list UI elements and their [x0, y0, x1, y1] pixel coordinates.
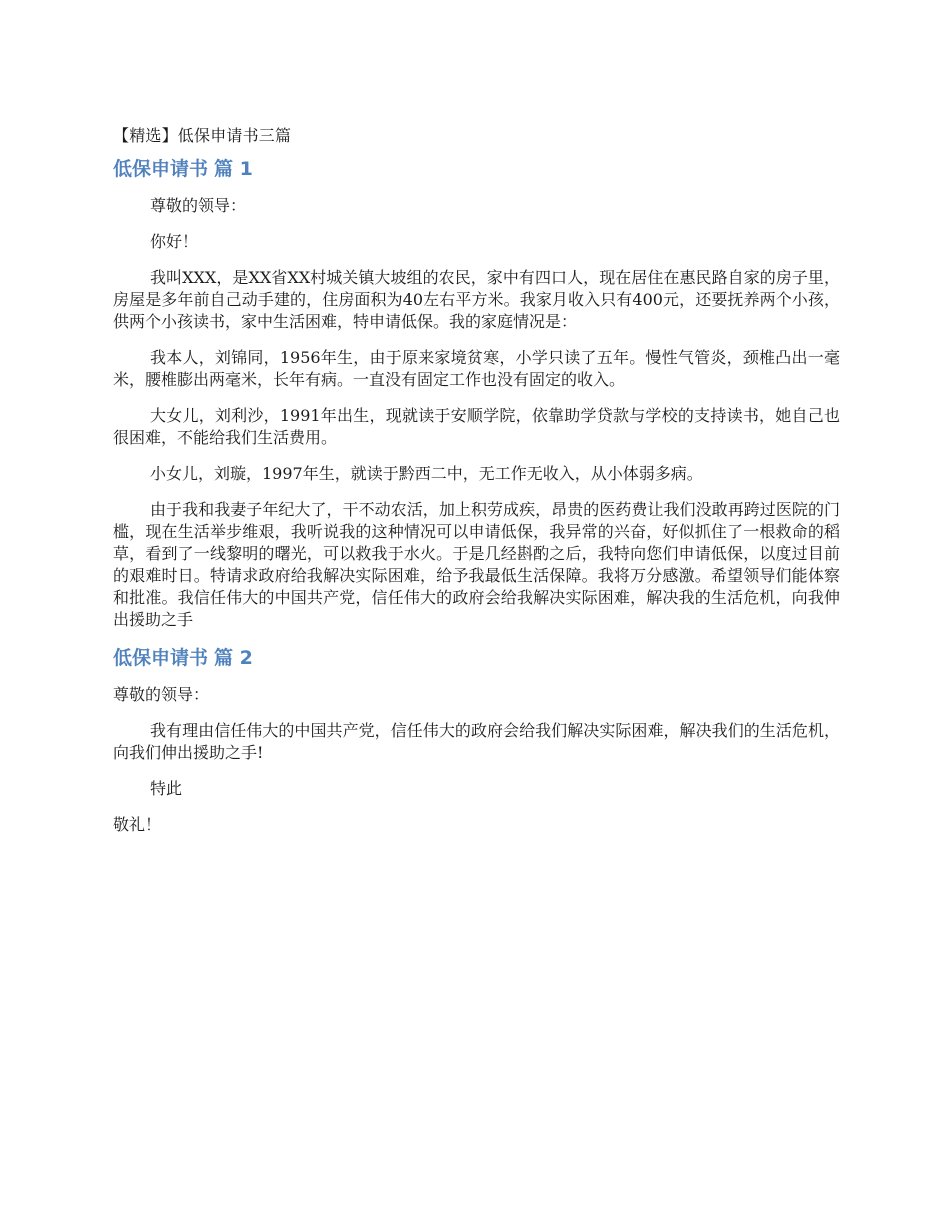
body-paragraph: 我本人，刘锦同，1956年生，由于原来家境贫寒，小学只读了五年。慢性气管炎，颈椎凸出一毫米，腰椎膨出两毫米，长年有病。一直没有固定工作也没有固定的收入。: [113, 348, 840, 389]
greeting: 你好！: [150, 232, 199, 251]
section-heading-number: 篇 1: [214, 158, 253, 180]
closing-line: 特此: [150, 779, 183, 798]
section-heading: [113, 156, 840, 182]
section-heading-text: 低保申请书: [113, 158, 209, 180]
closing-salute: 敬礼！: [113, 815, 162, 834]
document-page: [113, 124, 840, 850]
body-paragraph: 我叫XXX，是XX省XX村城关镇大坡组的农民，家中有四口人，现在居住在惠民路自家的房子里，房屋是多年前自己动手建的，住房面积为40左右平方米。我家月收入只有400元，还要抚养两个小孩，供两个小孩读书，家中生活困难，特申请低保。我的家庭情况是：: [113, 268, 840, 331]
body-paragraph: 我有理由信任伟大的中国共产党，信任伟大的政府会给我们解决实际困难，解决我们的生活危机，向我们伸出援助之手!: [113, 721, 840, 762]
section-2: [113, 645, 840, 836]
section-heading: [113, 645, 840, 671]
salutation: 尊敬的领导：: [150, 196, 247, 215]
salutation: 尊敬的领导：: [113, 685, 210, 704]
body-paragraph: 小女儿，刘璇，1997年生，就读于黔西二中，无工作无收入，从小体弱多病。: [150, 464, 703, 483]
section-heading-text: 低保申请书: [113, 647, 209, 669]
body-paragraph: 由于我和我妻子年纪大了，干不动农活，加上积劳成疾，昂贵的医药费让我们没敢再跨过医院的门槛，现在生活举步维艰，我听说我的这种情况可以申请低保，我异常的兴奋，好似抓住了一根救命的稻草，看到了一线黎明的曙光，可以救我于水火。于是几经斟酌之后，我特向您们申请低保，以度过目前的艰难时日。特请求政府给我解决实际困难，给予我最低生活保障。我将万分感激。希望领导们能体察和批准。我信任伟大的中国共产党，信任伟大的政府会给我解决实际困难，解决我的生活危机，向我伸出援助之手: [113, 500, 840, 629]
document-title: 【精选】低保申请书三篇: [113, 126, 292, 145]
section-heading-number: 篇 2: [214, 647, 253, 669]
body-paragraph: 大女儿，刘利沙，1991年出生，现就读于安顺学院，依靠助学贷款与学校的支持读书，她自己也很困难，不能给我们生活费用。: [113, 406, 840, 447]
section-1: [113, 156, 840, 631]
